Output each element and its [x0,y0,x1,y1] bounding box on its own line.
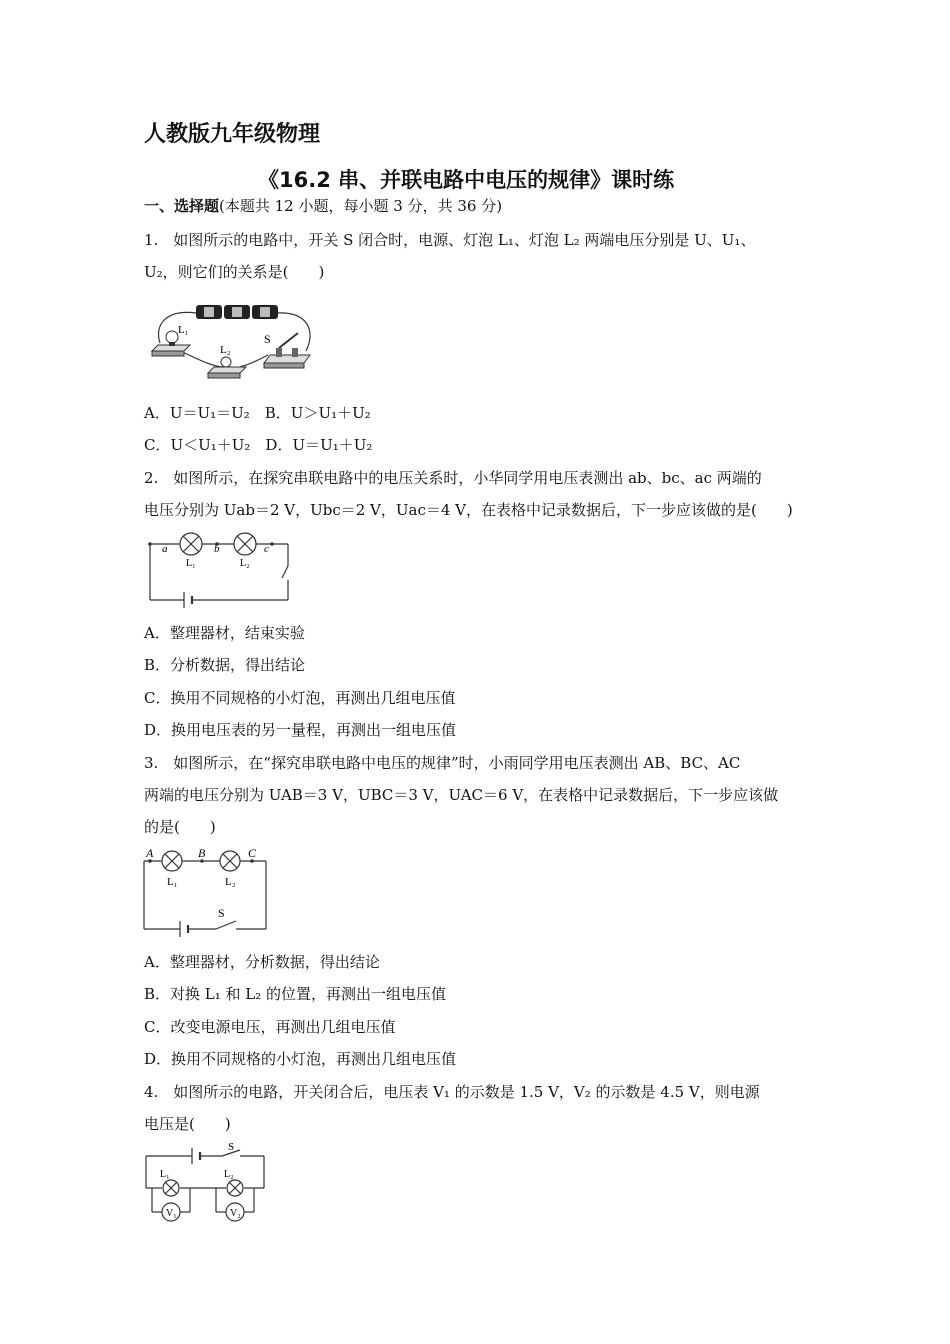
q1-options-cd: C．U＜U₁＋U₂ D．U＝U₁＋U₂ [144,436,373,454]
q3-option-a: A．整理器材，分析数据，得出结论 [144,953,380,971]
q4-label-l1: L₁ [160,1169,170,1180]
q2-option-d: D．换用电压表的另一量程，再测出一组电压值 [144,721,457,739]
series-title: 人教版九年级物理 [144,122,321,147]
q2-label-c: c [264,543,269,555]
q3-option-c: C．改变电源电压，再测出几组电压值 [144,1018,396,1036]
q2-label-l2: L₂ [240,558,250,569]
q2-label-a: a [162,543,168,555]
q3-label-a: A [146,846,154,860]
q1-stem-line1: 1. 如图所示的电路中，开关 S 闭合时，电源、灯泡 L₁、灯泡 L₂ 两端电压分别是 U、U₁、 [144,231,756,249]
q4-label-s: S [228,1141,235,1153]
q1-label-s: S [264,332,271,346]
lamp-l2-icon [208,357,246,378]
q2-label-l1: L₁ [186,558,196,569]
q3-stem-line3: 的是( ) [144,818,216,836]
section-note: (本题共 12 小题，每小题 3 分，共 36 分) [219,197,503,215]
lamp-l2-icon [220,851,240,871]
q3-label-s: S [218,906,225,920]
q3-stem-line1: 3. 如图所示，在“探究串联电路中电压的规律”时，小雨同学用电压表测出 AB、BC、AC [144,754,741,772]
q2-circuit-figure [146,530,292,606]
q1-circuit-figure [148,293,318,383]
q2-option-a: A．整理器材，结束实验 [144,624,305,642]
q2-option-c: C．换用不同规格的小灯泡，再测出几组电压值 [144,689,456,707]
q3-stem-line2: 两端的电压分别为 UAB＝3 V，UBC＝3 V，UAC＝6 V，在表格中记录数据后，下一步应该做 [144,786,779,804]
q1-stem-line2: U₂，则它们的关系是( ) [144,263,325,281]
q2-stem-line2: 电压分别为 Uab＝2 V，Ubc＝2 V，Uac＝4 V，在表格中记录数据后，下一步应该做的是( ) [144,501,793,519]
q1-label-l1: L₁ [178,324,189,336]
q4-label-v2: V₂ [230,1208,241,1219]
q4-label-l2: L₂ [224,1169,234,1180]
q1-label-l2: L₂ [220,344,231,356]
q4-circuit-figure [142,1140,268,1224]
q4-stem-line1: 4. 如图所示的电路，开关闭合后，电压表 V₁ 的示数是 1.5 V，V₂ 的示数是 4.5 V，则电源 [144,1083,760,1101]
battery-icon [196,305,278,319]
switch-icon [264,333,310,368]
q3-option-b: B．对换 L₁ 和 L₂ 的位置，再测出一组电压值 [144,985,447,1003]
section-label: 一、选择题 [144,197,220,215]
lamp-l2-icon [234,533,256,555]
q3-label-l1: L₁ [167,876,178,888]
q2-option-b: B．分析数据，得出结论 [144,656,306,674]
q4-label-v1: V₁ [166,1208,177,1219]
q3-label-c: C [248,846,257,860]
q2-stem-line1: 2. 如图所示，在探究串联电路中的电压关系时，小华同学用电压表测出 ab、bc、ac 两端的 [144,469,762,487]
lamp-l1-icon [180,533,202,555]
page-title: 《16.2 串、并联电路中电压的规律》课时练 [258,168,675,192]
q4-stem-line2: 电压是( ) [144,1115,231,1133]
lamp-l2-icon [227,1180,243,1196]
q3-option-d: D．换用不同规格的小灯泡，再测出几组电压值 [144,1050,457,1068]
q2-label-b: b [214,543,220,555]
lamp-l1-icon [163,1180,179,1196]
lamp-l1-icon [162,851,182,871]
q3-circuit-figure [142,845,270,937]
q3-label-b: B [198,846,206,860]
q1-options-ab: A．U＝U₁＝U₂ B．U＞U₁＋U₂ [144,404,371,422]
section-heading [144,195,502,216]
q3-label-l2: L₂ [225,876,236,888]
